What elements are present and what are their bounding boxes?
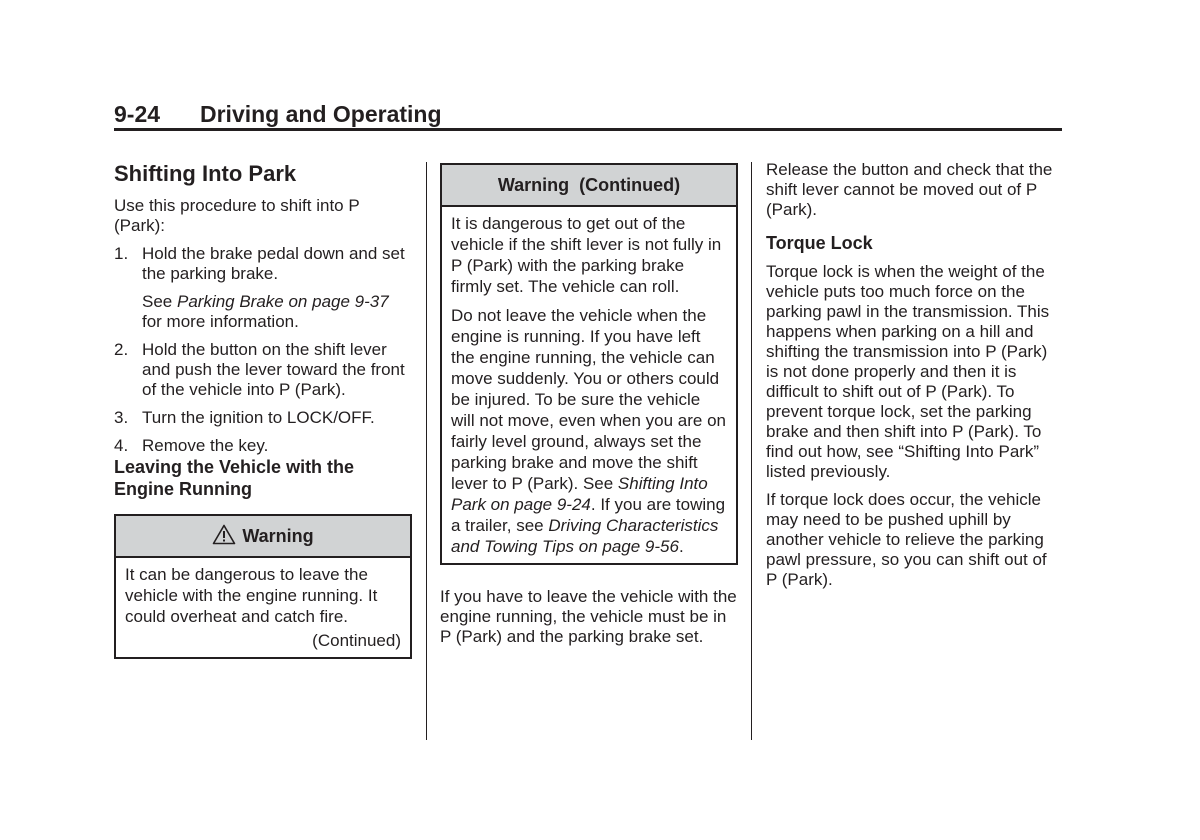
page-header <box>114 100 1062 131</box>
column-middle <box>440 163 738 647</box>
list-item <box>114 340 412 400</box>
warning-body <box>116 558 410 657</box>
cross-reference: Shifting Into Park on page 9-24 <box>451 474 708 514</box>
column-divider-left <box>426 162 427 740</box>
cross-reference: Parking Brake on page 9-37 <box>176 292 389 311</box>
page-number: 9-24 <box>114 101 161 127</box>
warning-paragraph: It is dangerous to get out of the vehicle if the shift lever is not fully in P (Park) with the parking brake firmly set. The vehicle can roll. <box>451 214 722 296</box>
column-divider-right <box>751 162 752 740</box>
body-paragraph: If you have to leave the vehicle with the engine running, the vehicle must be in P (Park) and the parking brake set. <box>440 587 737 646</box>
warning-continued-box <box>440 163 738 565</box>
list-text: Turn the ignition to LOCK/OFF. <box>142 408 375 427</box>
cross-reference: Driving Characteristics and Towing Tips on page 9-56 <box>451 516 719 556</box>
list-item <box>114 436 412 456</box>
warning-continued-body <box>442 207 736 563</box>
intro-paragraph: Use this procedure to shift into P (Park): <box>114 196 360 235</box>
section-heading: Shifting Into Park <box>114 161 297 186</box>
body-paragraph: Torque lock is when the weight of the vehicle puts too much force on the parking pawl in the transmission. This happens when parking on a hill and shifting the transmission into P (Park) is not done properly and then it is difficult to shift out of P (Park). To prevent torque lock, set the parking brake and then shift into P (Park). To find out how, see “Shifting Into Park” listed previously. <box>766 262 1050 481</box>
see-prefix: See <box>142 292 177 311</box>
column-left <box>114 160 412 659</box>
warning-text: It can be dangerous to leave the vehicle with the engine running. It could overheat and catch fire. <box>125 565 378 626</box>
list-number: 3. <box>114 408 129 427</box>
list-text: Remove the key. <box>142 436 269 455</box>
warning-text: . If you are towing a trailer, see <box>451 495 726 535</box>
chapter-title: Driving and Operating <box>200 101 442 127</box>
warning-paragraph <box>451 305 727 557</box>
warning-text: Do not leave the vehicle when the engine is running. If you have left the engine running, the vehicle can move suddenly. You or others could be injured. To be sure the vehicle will not move, even when you are on fairly level ground, always set the parking brake and move the shift lever to P (Park). See <box>451 306 726 493</box>
list-number: 4. <box>114 436 129 455</box>
body-paragraph: Release the button and check that the shift lever cannot be moved out of P (Park). <box>766 160 1053 219</box>
warning-continued-header: Warning (Continued) <box>442 165 736 207</box>
list-item <box>114 244 412 284</box>
list-number: 2. <box>114 340 129 359</box>
subsection-heading: Torque Lock <box>766 233 873 253</box>
subsection-heading: Leaving the Vehicle with the Engine Running <box>114 457 355 499</box>
warning-box <box>114 514 412 659</box>
column-right <box>766 160 1062 590</box>
warning-title: Warning <box>242 526 314 546</box>
warning-text: . <box>678 537 684 556</box>
body-paragraph: If torque lock does occur, the vehicle may need to be pushed uphill by another vehicle to relieve the parking pawl pressure, so you can shift out of P (Park). <box>766 490 1047 589</box>
see-suffix: for more information. <box>142 312 299 331</box>
list-number: 1. <box>114 244 129 263</box>
warning-header <box>116 516 410 558</box>
list-text: Hold the button on the shift lever and push the lever toward the front of the vehicle into P (Park). <box>142 340 405 399</box>
list-text: Hold the brake pedal down and set the parking brake. <box>142 244 405 283</box>
see-reference <box>114 292 412 332</box>
list-item <box>114 408 412 428</box>
continued-label: (Continued) <box>312 631 401 650</box>
warning-triangle-icon <box>212 519 236 559</box>
